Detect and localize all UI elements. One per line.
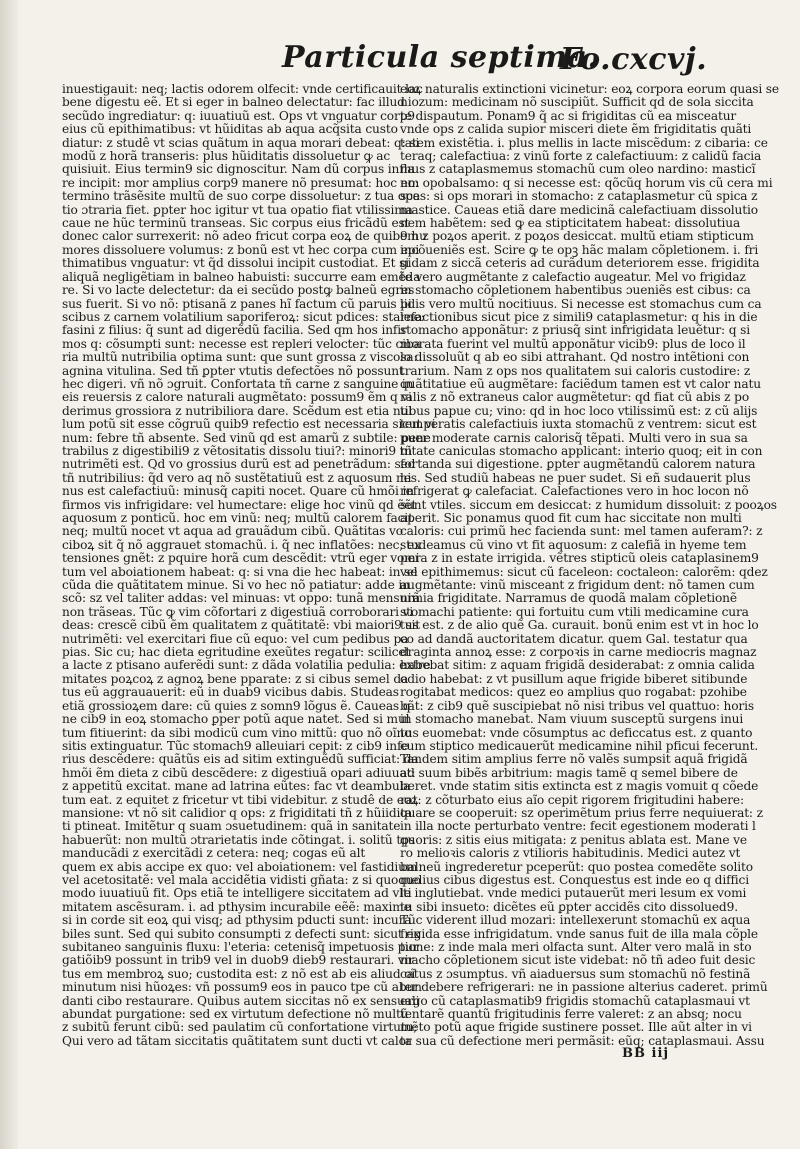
text-line: gidam z siccã ceteris ad curãdum deteriorem esse. frigidita (400, 256, 760, 271)
text-line: macho cõpletionem sicut iste videbat: nõ tñ adeo fuit desic (400, 953, 756, 968)
text-line: stomacho apponãtur: z priusq̃ sint infrigidata leuẽtur: q si (400, 323, 750, 338)
text-line: inuestigauit: neq; lactis odorem olfecit: vnde certificauit lac (62, 82, 423, 96)
text-line: ria multũ nutribilia optima sunt: que sunt grossa z viscosa: (62, 350, 418, 365)
text-line: incõueniẽs est. Scire ꝙ te opꝫ hãc malam cõpletionem. i. fri (400, 242, 759, 257)
text-line: thimatibus vnguatur: vt q̃d dissolui incipit custodiat. Et si (62, 256, 409, 271)
text-line: etiã grossioꝝem dare: cũ quies z somn9 lõgus ẽ. Caueas q (62, 698, 411, 713)
text-line: cũda die quãtitatem minue. Si vo hec nõ patiatur: adde in (62, 578, 410, 593)
folio-number: Fo.cxcvj. (560, 42, 708, 77)
text-line: agnina vitulina. Sed tñ ꝑpter vtutis defectões nõ possunt (62, 363, 404, 378)
text-line: mẽto potũ aque frigide sustinere posset. Ille aũt alter in vi (400, 1020, 752, 1035)
text-line: nutrimẽti est. Qd vo grossius durũ est ad penetrãdum: sed (62, 457, 416, 472)
text-line: rius descẽdere: quãtũs eis ad sitim extinguẽdũ sufficiat: da (62, 752, 419, 767)
text-line: draginta annoꝝ esse: z corpoꝛis in carne mediocris magnaz (400, 645, 757, 660)
text-line: tus euomebat: vnde cõsumptus ac deficcatus est. z quanto (400, 725, 753, 740)
text-line: aperit. Sic ponamus quod fit cum hac siccitate non multi (400, 511, 742, 525)
text-line: abundat purgatione: sed ex virtutum defectione nõ multũ (62, 1007, 409, 1022)
text-line: nutrimẽti: vel exercitari fiue cũ equo: vel cum pedibus pa (62, 631, 409, 646)
text-line: ti ptineat. Imitẽtur q suam ɔsuetudinem: quã in sanitate (62, 819, 401, 834)
text-line: deas: crescẽ cibũ ẽm qualitatem z quãtitatẽ: vbi maiori9 sit (62, 618, 421, 633)
text-line: in stomacho manebat. Nam viuum susceptũ surgens inui (400, 712, 744, 727)
text-line: caloris: cui primũ hec facienda sunt: mel tamen auferam?: z (400, 524, 763, 539)
text-line: tione: z inde mala meri olfacta sunt. Alter vero malã in sto (400, 940, 752, 954)
text-line: les. Sed studiũ habeas ne puer sudet. Si eñ sudauerit plus (400, 470, 751, 485)
text-line: eis reuersis z calore naturali augmẽtato: possum9 ẽm q vi (62, 390, 412, 405)
text-line: re. Si vo lacte delectetur: da ei secũdo postꝙ balneũ egres (62, 283, 415, 298)
text-line: sitis extinguatur. Tũc stomach9 alleuiari cepit: z cib9 infe (62, 738, 409, 753)
text-line: eoꝝ naturalis extinctioni vicinetur: eoꝝ corpora eorum quasi se (400, 82, 779, 96)
text-line: beret. vnde statim sitis extincta est z magis vomuit q cõede (400, 779, 759, 794)
text-line: vnde ops z calida supior misceri diete ẽm frigiditatis quãti (400, 122, 752, 137)
text-line: te dispautum. Ponam9 q̃ ac si frigiditas cũ ea misceatur (400, 108, 737, 123)
text-line: le inglutiebat. vnde medici putauerũt meri lesum ex vomi (400, 886, 747, 901)
text-line: donec calor surrexerit: nõ adeo fricut corpa eoꝝ de quib9 hu (62, 229, 427, 244)
page-edge (0, 0, 18, 1149)
text-line: trarium. Nam z ops nos qualitatem sui caloris custodire: z (400, 363, 751, 378)
text-line: lidis vero multũ nocitiuus. Si necesse est stomachus cum ca (400, 296, 762, 311)
text-line: pias. Sic cu; hac dieta egritudine exeũtes regatur: scilicet (62, 645, 411, 660)
text-line: rat: z cõturbato eius aĩo cepit rigorem frigitudini habere: (400, 792, 744, 807)
text-line: diatur: z studê vt scias quãtum in aqua morari debeat: q: si (62, 135, 420, 150)
text-line: manducãdi z exercitãdi z cetera: neq; cogas eũ alt (62, 846, 366, 861)
text-line: morata fuerint vel multũ apponãtur vicib9: plus de loco il (400, 336, 746, 351)
text-line: ro melioꝛis caloris z vtilioris habitudinis. Medici autez vt (400, 846, 741, 861)
running-head: Particula septima. (282, 40, 599, 75)
text-line: tensiones gnẽt: z pquire horã cum descẽdit: vtrũ eger vomi (62, 551, 420, 566)
text-line: modũ z horã transeris: plus hũiditatis dissoluetur ꝙ ac (62, 149, 391, 164)
text-line: pera z in estate irrigida. vẽtres stipticũ oleis cataplasinem9 (400, 551, 759, 566)
text-line: teraq; calefactiua: z vinũ forte z calefactiuum: z calidũ facia (400, 149, 762, 164)
text-line: mores dissoluere volumus: z bonũ est vt hec corpa cum epi (62, 242, 420, 257)
text-line: subitaneo sanguinis fluxu: l'eteria: cetenisq̃ impetuosis pur (62, 940, 419, 954)
text-line: rogitabat medicos: quez eo amplius quo rogabat: pzohibe (400, 685, 747, 700)
text-line: ergo cũ cataplasmatib9 frigidis stomachũ cataplasmaui vt (400, 993, 750, 1008)
text-line: tatem existẽtia. i. plus mellis in lacte miscẽdum: z cibaria: ce (400, 135, 768, 150)
left-text-column (62, 82, 436, 1048)
text-line: co ad dandã auctoritatem dicatur. quem Gal. testatur qua (400, 631, 748, 646)
text-line: z appetitũ excitat. mane ad latrina eũtes: fac vt deambula (62, 779, 411, 794)
text-line: caue ne hũc terminũ transeas. Sic corpus eius fricãdũ est (62, 216, 410, 231)
text-line: ad suum bibẽs arbitrium: magis tamẽ q semel bibere de (400, 765, 738, 780)
text-line: cum stiptico medicauerũt medicamine nihil pficui fecerunt. (400, 738, 759, 753)
text-line: mitatem ascẽsuram. i. ad pthysim incurabile eẽẽ: maxime (62, 899, 411, 914)
text-line: non trãseas. Tũc ꝙ vim cõfortari z digestiuã corroborari vi (62, 604, 414, 619)
text-line: ta sua cũ defectione meri permãsit: eũq; cataplasmaui. Assu (400, 1033, 765, 1048)
text-line: tibus papue cu; vino: qd in hoc loco vtilissimũ est: z cũ alijs (400, 403, 758, 418)
text-line: nus est calefactiuũ: minusq̃ capiti nocet. Quare cũ hmõi in (62, 484, 414, 499)
signature-mark: BB iij (622, 1046, 670, 1061)
text-line: a lacte z ptisano auferẽdi sunt: z dãda volatilia pedulia: extre (62, 658, 431, 673)
text-line: bãt: z cib9 quẽ suscipiebat nõ nisi tribus vel quattuo: horis (400, 698, 754, 713)
text-line: lefactionibus sicut pice z simili9 cataplasmetur: q his in die (400, 309, 758, 324)
text-line: tum fitiuerint: da sibi modicũ cum vino mittũ: quo nõ oĩno (62, 725, 412, 740)
text-line: augmẽtante: vinũ misceant z frigidum dent: nõ tamen cum (400, 578, 755, 593)
right-text-column (400, 82, 779, 1048)
text-line: fortanda sui digestione. ꝑpter augmẽtandũ calorem natura (400, 457, 756, 472)
text-line: tu sibi insueto: dicẽtes eũ ꝑpter accidẽs cito dissolued9. (400, 899, 738, 914)
text-line: firmos vis infrigidare: vel humectare: elige hoc vinũ qd ẽẽt (62, 497, 417, 512)
text-line: aquosum z ponticũ. hoc em vinũ: neq; multũ calorem facit (62, 511, 413, 525)
text-line: habuerũt: non multũ ɔtrarietatis inde cõtingat. i. solitũ tps (62, 832, 415, 847)
text-line: termino trãsẽsite multũ de suo corpe dissoluetur: z tua opa (62, 189, 420, 204)
text-line: eius cũ epithimatibus: vt hũiditas ab aqua acq̃sita custo (62, 122, 398, 137)
text-line: tum eat. z equitet z fricetur vt tibi videbitur. z studê de eoꝝ (62, 792, 418, 807)
text-line: tio ɔtraria fiet. ꝑpter hoc igitur vt tua opatio fiat vtilissima (62, 202, 413, 217)
text-line: balneũ ingrederetur pceperũt: quo postea comedẽte solito (400, 859, 753, 874)
text-line: quisiuit. Eius termin9 sic dignoscitur. Nam dũ corpus infla (62, 162, 415, 177)
text-line: em z poꝝos aperit. z poꝝos desiccat. multũ etiam stipticum (400, 229, 754, 244)
text-line: habebat sitim: z aquam frigidã desiderabat: z omnia calida (400, 658, 755, 673)
text-line: quare se cooperuit: sz operimẽtum prius ferre nequiuerat: z (400, 805, 763, 820)
text-line: ciboꝝ sit q̃ nõ aggrauet stomachũ. i. q̃ nec inflatões: nec; ex (62, 537, 421, 552)
text-line: lum potũ sit esse cõgruũ quib9 refectio est necessaria sicut vi (62, 417, 436, 432)
text-line: mitates poꝝcoꝝ z agnoꝝ bene pparate: z si cibus semel da (62, 671, 409, 686)
text-line: puer moderate carnis calorisq̃ tẽpati. Multi vero in sua sa (400, 430, 748, 445)
text-line: ralis z nõ extraneus calor augmẽtetur: qd fiat cũ abis z po (400, 390, 750, 405)
text-line: tus est. z de alio quẽ Ga. curauit. bonũ enim est vt in hoc lo (400, 618, 759, 633)
text-line: Tandem sitim amplius ferre nõ valẽs sumpsit aquã frigidã (400, 752, 748, 767)
text-line: vel acetositatẽ: vel mala accidẽtia vidisti gñata: z si quoquo (62, 872, 421, 887)
text-line: sces: si ops morari in stomacho: z cataplasmetur cũ spica z (400, 189, 758, 204)
text-line: nimia frigiditate. Narramus de quodã malam cõpletionẽ (400, 591, 737, 606)
text-line: biles sunt. Sed qui subito consumpti z defecti sunt: sicut ex (62, 926, 421, 941)
text-line: tentarẽ quantũ frigitudinis ferre valeret: z an absq; nocu (400, 1007, 742, 1022)
text-line: bene digestu eẽ. Et si eger in balneo delectatur: fac illud (62, 95, 405, 110)
text-line: studeamus cũ vino vt fit aquosum: z calefiã in hyeme tem (400, 537, 747, 552)
text-line: si in corde sit eoꝝ qui visq; ad pthysim pducti sunt: incura (62, 913, 412, 928)
text-line: aliquã negligẽtiam in balneo habuisti: succurre eam emẽda (62, 269, 421, 284)
text-line: tñ nutribilius: q̃d vero aq nõ sustẽtatiuũ est z aquosum mi (62, 470, 412, 485)
text-line: hec digeri. vñ nõ ɔgruit. Confortata tñ carne z sanguine in (62, 376, 414, 391)
text-line: mos q: cõsumpti sunt: necesse est repleri velocter: tũc ciba (62, 336, 421, 351)
text-line: quem ex abis accipe ex quo: vel aboiationem: vel fastidium (62, 859, 418, 874)
text-line: Tũc viderent illud mozari: intellexerunt stomachũ ex aqua (400, 913, 751, 928)
text-line: mansione: vt nõ sit calidior q ops: z frigiditati tñ z hũiidita (62, 805, 413, 820)
text-line: nem habẽtem: sed ꝙ ea stipticitatem habeat: dissolutiua (400, 216, 741, 231)
text-line: gatiõib9 possunt in trib9 vel in duob9 dieb9 restaurari. vir (62, 953, 415, 968)
text-line: derimus grossiora z nutribiliora dare. Scẽdum est etia nul (62, 403, 412, 418)
text-line: refrigerat ꝙ calefaciat. Calefactiones vero in hoc locon nõ (400, 484, 749, 499)
text-line: fasini z filius: q̃ sunt ad digerẽdũ facilia. Sed qm hos infir (62, 323, 407, 338)
text-line: num: febre tñ absente. Sed vinũ qd est amarũ z subtile: pene (62, 430, 431, 445)
text-line: odio habebat: z vt pusillum aque frigide biberet sitibunde (400, 671, 748, 686)
text-line: stomachi patiente: qui fortuitu cum vtili medicamine cura (400, 604, 749, 619)
text-line: niozum: medicinam nõ suscipiũt. Sufficit qd de sola siccita (400, 95, 754, 110)
text-line: sunt vtiles. siccum em desiccat: z humidum dissoluit: z pooꝝos (400, 497, 777, 512)
text-line: in stomacho cõpletionem habentibus ɔueniẽs est cibus: ca (400, 283, 751, 298)
text-line: tus eũ aggrauauerit: eũ in duab9 vicibus dabis. Studeas (62, 685, 399, 700)
text-line: scibus z carnem volatilium saporiferoꝝ: sicut pdices: starne: (62, 309, 425, 324)
text-line: minutum nisi hũoꝝes: vñ possum9 eos in pauco tpe cũ abun (62, 980, 422, 995)
text-line: danti cibo restaurare. Quibus autem siccitas nõ ex sensuali (62, 993, 420, 1008)
text-line: z subitũ ferunt cibũ: sed paulatim cũ confortatione virtutu; (62, 1020, 418, 1035)
text-line: te vero augmẽtante z calefactio augeatur. Mel vo frigidaz (400, 269, 746, 284)
text-line: temperatis calefactiuis iuxta stomachũ z ventrem: sicut est (400, 417, 757, 432)
text-line: catus z ɔsumptus. vñ aiaduersus sum stomachũ nõ festinã (400, 966, 751, 981)
text-line: Qui vero ad tãtam siccitatis quãtitatem sunt ducti vt calor (62, 1033, 412, 1048)
text-line: lo dissoluũt q ab eo sibi attrahant. Qd nostro intẽtioni con (400, 350, 750, 365)
text-line: mus z cataplasmemus stomachũ cum oleo nardino: masticĩ (400, 162, 756, 177)
text-line: trabilus z digestibili9 z vẽtositatis dissolu tiui?: minori9 tñ (62, 443, 413, 458)
text-line: quoris: z sitis eius mitigata: z penitus ablata est. Mane ve (400, 832, 747, 847)
text-line: melius cibus digestus est. Conquestus est inde eo q diffici (400, 872, 749, 887)
text-line: secũdo ingrediatur: q: iuuatiuũ est. Ops vt vnguatur corp9 (62, 108, 415, 123)
text-line: no: opobalsamo: q si necesse est: qõcũq horum vis cũ cera mi (400, 175, 773, 190)
page-header (0, 40, 800, 80)
text-line: scõ: sz vel taliter addas: vel minuas: vt oppo: tunã mensurã (62, 591, 420, 606)
text-line: modo iuuatiuũ fit. Ops etiã te intelligere siccitatem ad vlti (62, 886, 412, 901)
text-line: mastice. Caueas etiã dare medicinã calefactiuam dissolutio (400, 202, 758, 217)
text-line: neq; multũ nocet vt aqua ad grauãdum cibũ. Quãtitas vo (62, 524, 403, 539)
text-line: quãtitatiue eũ augmẽtare: faciẽdum tamen est vt calor natu (400, 376, 761, 391)
text-line: hmõi ẽm dieta z cibũ descẽdere: z digestiuã opari adiuuat: (62, 765, 416, 780)
text-line: in illa nocte perturbato ventre: fecit egestionem moderati l (400, 819, 756, 834)
text-line: tus em membroꝝ suo; custodita est: z nõ est ab eis aliud oĩ (62, 966, 416, 981)
text-line: ne cib9 in eoꝝ stomacho ꝑper potũ aque natet. Sed si mul (62, 712, 410, 727)
text-line: vel epithimemus: sicut cũ faceleon: coctaleon: calorẽm: qdez (400, 564, 768, 579)
text-line: re incipit: mor amplius corp9 manere nõ presumat: hoc em (62, 175, 420, 190)
text-line: sus fuerit. Si vo nõ: ptisanã z panes hĩ factum cũ paruis pi (62, 296, 412, 311)
text-line: ter debere refrigerari: ne in passione alterius caderet. primũ (400, 980, 768, 995)
text-line: nitate caniculas stomacho applicant: interio quoq; eit in con (400, 443, 763, 458)
text-line: frigida esse infrigidatum. vnde sanus fuit de illa mala cõple (400, 926, 758, 941)
text-line: tum vel aboiationem habeat: q: si vna die hec habeat: in se (62, 564, 418, 579)
